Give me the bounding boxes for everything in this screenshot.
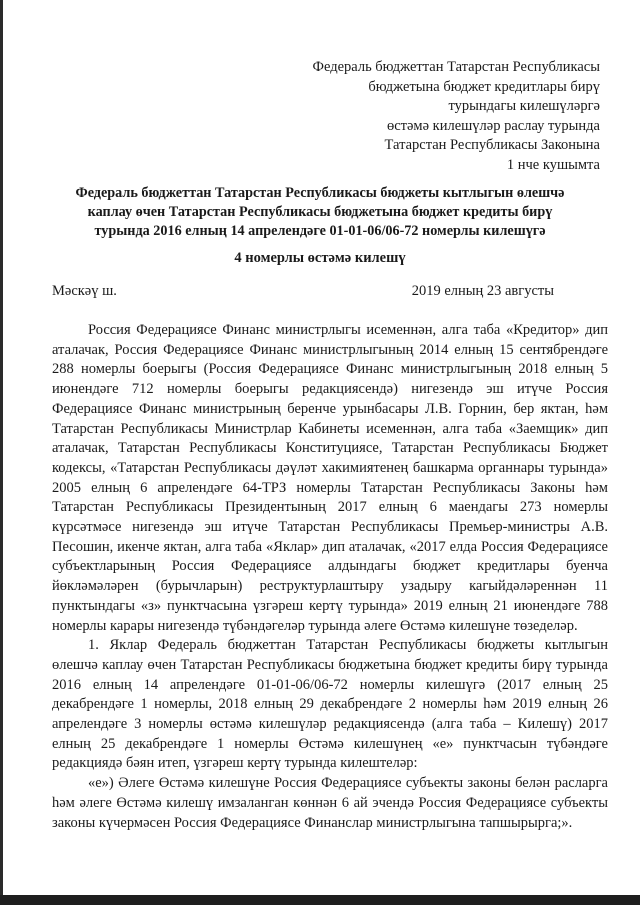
annex-line: Татарстан Республикасы Законына — [384, 137, 600, 154]
title-line: каплау өчен Татарстан Республикасы бюджетына бюджет кредиты бирү — [87, 204, 553, 220]
annex-line: 1 нче кушымта — [506, 156, 600, 173]
body-paragraph: Россия Федерациясе Финанс министрлыгы исеменнән, алга таба «Кредитор» дип аталачак, Россия Федерациясе Финанс министрлыгының 2014 елның 15 сентябрендәге 288 номерлы боерыгы (Россия Федерациясе Финанс министрлыгының 2018 елның 5 июнендәге 712 номерлы боерыгы редакциясендә) нигезендә эш итүче Россия Федерациясе Финанс министрының беренче урынбасары Л.В. Горнин, бер яктан, һәм Татарстан Республикасы Министрлар Кабинеты исеменнән, алга таба «Заемщик» дип аталачак, Татарстан Республикасы Конституциясе, Татарстан Республикасы Бюджет кодексы, «Татарстан Республикасы дәүләт хакимиятенең башкарма органнары турында» 2005 елның 6 апрелендәге 64-ТРЗ номерлы Татарстан Республикасы Законы һәм Татарстан Республикасы Президентының 2017 елның 6 маендагы 273 номерлы күрсәтмәсе нигезендә эш итүче Татарстан Республикасы Премьер-министры А.В. Песошин, икенче яктан, алга таба «Яклар» дип аталачак, «2017 елда Россия Федерациясе субъектларының Россия Федерациясе алдындагы бюджет кредитлары буенча йөкләмәләрен (бурычларын) реструктурлаштыру узадыру кагыйдәләреннән 11 пунктындагы «з» пунктчасына үзгәреш кертү турында» 2019 елның 21 июнендәге 788 номерлы карары нигезендә түбәндәгеләр турында әлеге Өстәмә килешүне төзеделәр. — [52, 322, 608, 634]
annex-line: Федераль бюджеттан Татарстан Республикасы — [312, 59, 600, 75]
annex-line: бюджетына бюджет кредитлары бирү — [368, 78, 600, 95]
body-paragraph: 1. Яклар Федераль бюджеттан Татарстан Республикасы бюджеты кытлыгын өлешчә каплау өчен Татарстан Республикасы бюджетына бюджет кредиты бирү турында 2016 елның 14 апрелендәге 01-01-06/06-72 номерлы килешүгә (2017 елның 25 декабрендәге 1 номерлы, 2018 елның 29 декабрендәге 2 номерлы һәм 2019 елның 26 апрелендәге 3 номерлы өстәмә килешүләр редакциясендә (алга таба – Килешү) 2017 елның 25 декабрендәге 1 номерлы Өстәмә килешүнең «е» пунктчасын түбәндәге редакциядә бәян итеп, үзгәреш кертү турында килештеләр: — [52, 637, 608, 772]
annex-header — [240, 58, 600, 176]
document-subtitle: 4 номерлы өстәмә килешү — [234, 250, 406, 266]
document-body — [52, 321, 608, 833]
place-date-row — [52, 283, 554, 300]
date: 2019 елның 23 августы — [411, 283, 554, 299]
title-line: турында 2016 елның 14 апрелендәге 01-01-06/06-72 номерлы килешүгә — [94, 223, 546, 239]
annex-line: турындагы килешүләргә — [448, 98, 600, 115]
scan-edge-left — [0, 0, 3, 905]
annex-line: өстәмә килешүләр раслау турында — [386, 117, 600, 134]
title-line: Федераль бюджеттан Татарстан Республикасы бюджеты кытлыгын өлешчә — [75, 185, 565, 201]
scan-edge-bottom — [0, 895, 640, 905]
place: Мәскәү ш. — [52, 283, 117, 299]
document-title — [50, 184, 590, 241]
body-paragraph: «е») Әлеге Өстәмә килешүне Россия Федерациясе субъекты законы белән расларга һәм әлеге Өстәмә килешү имзаланган көннән 6 ай эчендә Россия Федерациясе субъекты законы күчермәсен Россия Федерациясе Финанслар министрлыгына тапшырырга;». — [52, 775, 608, 831]
